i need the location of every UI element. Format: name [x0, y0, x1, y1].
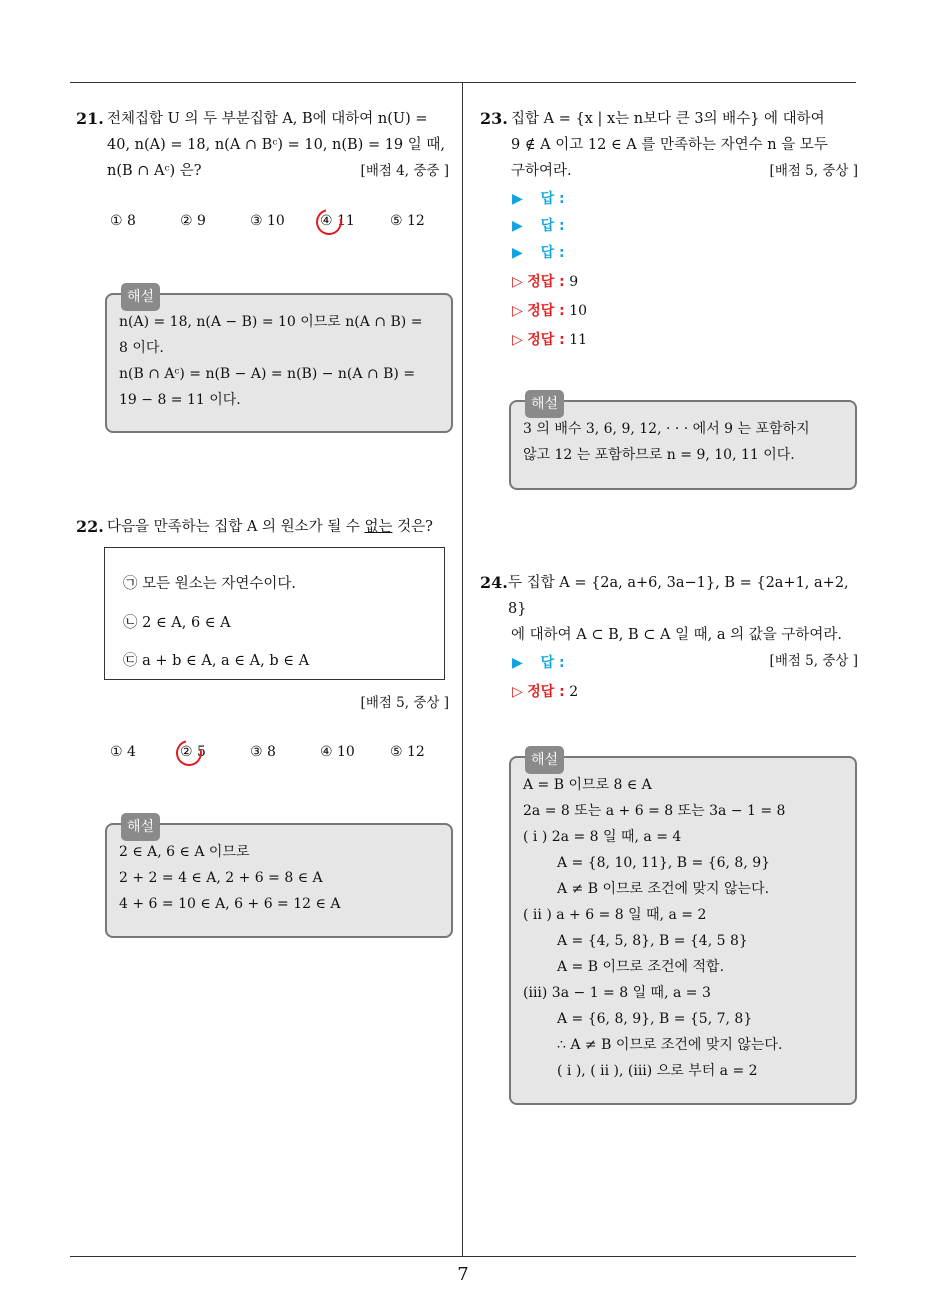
explanation-line: 3 의 배수 3, 6, 9, 12, · · · 에서 9 는 포함하지: [523, 421, 810, 437]
question-21: [76, 106, 449, 184]
answer-label: 답 :: [540, 245, 565, 261]
answer-label: 답 :: [540, 655, 565, 671]
answer-row: [512, 213, 587, 240]
explanation-line: (iii) 3a − 1 = 8 일 때, a = 3: [523, 985, 711, 1001]
question-line: n(B ∩ Aᶜ) 은?: [107, 163, 202, 179]
explanation-box-23: [509, 396, 857, 490]
explanation-line: 8 이다.: [119, 340, 164, 356]
choice-5[interactable]: ⑤ 12: [390, 744, 425, 760]
condition-item: ㉡ 2 ∈ A, 6 ∈ A: [123, 615, 231, 631]
top-rule: [70, 82, 856, 83]
answer-row: [512, 240, 587, 267]
explanation-line: 2 ∈ A, 6 ∈ A 이므로: [119, 844, 250, 860]
outline-arrow-icon: ▷: [512, 303, 523, 319]
question-number: 23.: [480, 109, 508, 128]
question-22: [76, 514, 456, 540]
explanation-line: A = {4, 5, 8}, B = {4, 5 8}: [557, 933, 748, 949]
answer-label: 답 :: [540, 191, 565, 207]
question-line: 에 대하여 A ⊂ B, B ⊂ A 일 때, a 의 값을 구하여라.: [511, 627, 843, 643]
explanation-label: 해설: [121, 283, 160, 311]
grade-label: [배점 5, 중상 ]: [769, 653, 858, 669]
correct-answer: 10: [569, 303, 588, 319]
explanation-box-22: [105, 819, 453, 938]
question-23: [480, 106, 858, 184]
correct-row: [512, 679, 578, 706]
question-text: 다음을 만족하는 집합 A 의 원소가 될 수: [107, 519, 365, 535]
correct-answer: 9: [569, 274, 579, 290]
explanation-label: 해설: [121, 813, 160, 841]
question-text: 것은?: [392, 519, 433, 535]
question-line: 전체집합 U 의 두 부분집합 A, B에 대하여 n(U) =: [107, 111, 428, 127]
choice-2[interactable]: ② 9: [180, 213, 206, 229]
correct-label: 정답 :: [527, 303, 565, 319]
choice-4[interactable]: ④ 10: [320, 744, 355, 760]
answer-label: 답 :: [540, 218, 565, 234]
explanation-label: 해설: [525, 746, 564, 774]
outline-arrow-icon: ▷: [512, 274, 523, 290]
explanation-line: A ≠ B 이므로 조건에 맞지 않는다.: [557, 881, 770, 897]
choice-3[interactable]: ③ 8: [250, 744, 276, 760]
play-arrow-icon: ▶: [512, 218, 523, 234]
condition-box: [104, 547, 445, 680]
condition-item: ㉠ 모든 원소는 자연수이다.: [123, 576, 297, 592]
explanation-line: ( i ) 2a = 8 일 때, a = 4: [523, 829, 682, 845]
condition-item: ㉢ a + b ∈ A, a ∈ A, b ∈ A: [123, 653, 310, 669]
correct-row: [512, 298, 587, 325]
answer-row: [512, 650, 578, 677]
explanation-box-24: [509, 752, 857, 1105]
correct-row: [512, 269, 587, 296]
choice-1[interactable]: ① 4: [110, 744, 136, 760]
correct-answer: 11: [569, 332, 588, 348]
choice-5[interactable]: ⑤ 12: [390, 213, 425, 229]
play-arrow-icon: ▶: [512, 655, 523, 671]
explanation-line: ( ii ) a + 6 = 8 일 때, a = 2: [523, 907, 707, 923]
outline-arrow-icon: ▷: [512, 684, 523, 700]
correct-label: 정답 :: [527, 684, 565, 700]
explanation-line: ∴ A ≠ B 이므로 조건에 맞지 않는다.: [557, 1037, 783, 1053]
explanation-line: 2a = 8 또는 a + 6 = 8 또는 3a − 1 = 8: [523, 803, 786, 819]
answer-block-23: [512, 186, 587, 354]
question-line: 집합 A = {x | x는 n보다 큰 3의 배수} 에 대하여: [511, 111, 825, 127]
answer-circle-mark: [171, 735, 207, 771]
choice-4[interactable]: ④ 11: [320, 213, 355, 229]
explanation-label: 해설: [525, 390, 564, 418]
grade-label: [배점 4, 중중 ]: [360, 163, 449, 179]
outline-arrow-icon: ▷: [512, 332, 523, 348]
play-arrow-icon: ▶: [512, 245, 523, 261]
page-number: 7: [457, 1264, 469, 1285]
explanation-line: n(A) = 18, n(A − B) = 10 이므로 n(A ∩ B) =: [119, 314, 423, 330]
question-number: 22.: [76, 517, 104, 536]
correct-row: [512, 327, 587, 354]
question-number: 24.: [480, 573, 508, 592]
explanation-line: A = B 이므로 8 ∈ A: [523, 777, 652, 793]
correct-label: 정답 :: [527, 274, 565, 290]
explanation-line: A = B 이므로 조건에 적합.: [557, 959, 725, 975]
explanation-line: 2 + 2 = 4 ∈ A, 2 + 6 = 8 ∈ A: [119, 870, 323, 886]
explanation-line: ( i ), ( ii ), (iii) 으로 부터 a = 2: [557, 1063, 758, 1079]
answer-row: [512, 186, 587, 213]
answer-circle-mark: [311, 204, 347, 240]
bottom-rule: [70, 1256, 856, 1257]
question-text-underlined: 없는: [364, 519, 393, 535]
question-line: 두 집합 A = {2a, a+6, 3a−1}, B = {2a+1, a+2, 8}: [508, 575, 849, 617]
play-arrow-icon: ▶: [512, 191, 523, 207]
correct-label: 정답 :: [527, 332, 565, 348]
question-number: 21.: [76, 109, 104, 128]
question-line: 9 ∉ A 이고 12 ∈ A 를 만족하는 자연수 n 을 모두: [511, 137, 828, 153]
explanation-line: 4 + 6 = 10 ∈ A, 6 + 6 = 12 ∈ A: [119, 896, 341, 912]
explanation-line: 않고 12 는 포함하므로 n = 9, 10, 11 이다.: [523, 447, 795, 463]
explanation-box-21: [105, 289, 453, 433]
choice-3[interactable]: ③ 10: [250, 213, 285, 229]
explanation-line: A = {6, 8, 9}, B = {5, 7, 8}: [557, 1011, 753, 1027]
correct-answer: 2: [569, 684, 579, 700]
question-line: 구하여라.: [511, 163, 572, 179]
question-line: 40, n(A) = 18, n(A ∩ Bᶜ) = 10, n(B) = 19 일 때,: [107, 137, 446, 153]
grade-label: [배점 5, 중상 ]: [769, 163, 858, 179]
explanation-line: n(B ∩ Aᶜ) = n(B − A) = n(B) − n(A ∩ B) =: [119, 366, 416, 382]
choice-1[interactable]: ① 8: [110, 213, 136, 229]
grade-label: [배점 5, 중상 ]: [360, 695, 449, 711]
choice-2[interactable]: ② 5: [180, 744, 206, 760]
answer-block-24: [512, 650, 578, 706]
explanation-line: 19 − 8 = 11 이다.: [119, 392, 241, 408]
explanation-line: A = {8, 10, 11}, B = {6, 8, 9}: [557, 855, 771, 871]
column-divider: [462, 83, 463, 1257]
